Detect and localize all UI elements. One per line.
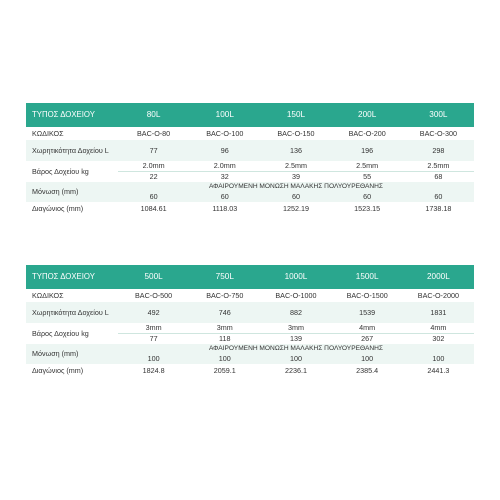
insulation-cell: 60 bbox=[189, 192, 260, 202]
diameter-cell: 2236.1 bbox=[260, 364, 331, 377]
capacity-label: Χωρητικότητα Δοχείου L bbox=[26, 302, 118, 323]
insulation-cell: 60 bbox=[403, 192, 474, 202]
capacity-cell: 1831 bbox=[403, 302, 474, 323]
insulation-cell: 100 bbox=[403, 354, 474, 364]
type-label: ΤΥΠΟΣ ΔΟΧΕΙΟΥ bbox=[26, 265, 118, 289]
code-cell: BAC-O-2000 bbox=[403, 289, 474, 302]
insulation-cell: 100 bbox=[189, 354, 260, 364]
size-cell: 750L bbox=[189, 265, 260, 289]
capacity-cell: 136 bbox=[260, 140, 331, 161]
thickness-cell: 2.5mm bbox=[332, 161, 403, 172]
weight-label: Βάρος Δοχείου kg bbox=[26, 161, 118, 182]
size-cell: 100L bbox=[189, 103, 260, 127]
code-row bbox=[26, 289, 474, 302]
insulation-note-row bbox=[26, 182, 474, 192]
code-cell: BAC-O-1500 bbox=[332, 289, 403, 302]
capacity-cell: 96 bbox=[189, 140, 260, 161]
weight-cell: 32 bbox=[189, 172, 260, 183]
code-cell: BAC-O-1000 bbox=[260, 289, 331, 302]
capacity-row bbox=[26, 140, 474, 161]
thickness-row bbox=[26, 323, 474, 334]
thickness-cell: 3mm bbox=[260, 323, 331, 334]
capacity-label: Χωρητικότητα Δοχείου L bbox=[26, 140, 118, 161]
thickness-cell: 3mm bbox=[118, 323, 189, 334]
insulation-label: Μόνωση (mm) bbox=[26, 344, 118, 364]
capacity-cell: 746 bbox=[189, 302, 260, 323]
size-cell: 80L bbox=[118, 103, 189, 127]
code-label: ΚΩΔΙΚΟΣ bbox=[26, 127, 118, 140]
insulation-cell: 100 bbox=[332, 354, 403, 364]
size-cell: 1500L bbox=[332, 265, 403, 289]
spec-table-2 bbox=[26, 265, 474, 377]
diameter-row bbox=[26, 202, 474, 215]
type-label: ΤΥΠΟΣ ΔΟΧΕΙΟΥ bbox=[26, 103, 118, 127]
diameter-cell: 1523.15 bbox=[332, 202, 403, 215]
weight-label: Βάρος Δοχείου kg bbox=[26, 323, 118, 344]
weight-cell: 39 bbox=[260, 172, 331, 183]
insulation-cell: 100 bbox=[260, 354, 331, 364]
spec-table-1 bbox=[26, 103, 474, 215]
thickness-cell: 3mm bbox=[189, 323, 260, 334]
code-cell: BAC-O-200 bbox=[332, 127, 403, 140]
weight-cell: 118 bbox=[189, 334, 260, 345]
code-cell: BAC-O-100 bbox=[189, 127, 260, 140]
weight-cell: 267 bbox=[332, 334, 403, 345]
diameter-cell: 1738.18 bbox=[403, 202, 474, 215]
code-cell: BAC-O-80 bbox=[118, 127, 189, 140]
size-cell: 200L bbox=[332, 103, 403, 127]
size-cell: 500L bbox=[118, 265, 189, 289]
diameter-cell: 2385.4 bbox=[332, 364, 403, 377]
capacity-cell: 492 bbox=[118, 302, 189, 323]
diameter-cell: 2441.3 bbox=[403, 364, 474, 377]
diameter-cell: 1252.19 bbox=[260, 202, 331, 215]
diameter-label: Διαγώνιος (mm) bbox=[26, 364, 118, 377]
capacity-cell: 298 bbox=[403, 140, 474, 161]
thickness-cell: 4mm bbox=[403, 323, 474, 334]
size-cell: 150L bbox=[260, 103, 331, 127]
code-cell: BAC-O-150 bbox=[260, 127, 331, 140]
weight-cell: 68 bbox=[403, 172, 474, 183]
size-cell: 1000L bbox=[260, 265, 331, 289]
header-row bbox=[26, 265, 474, 289]
capacity-row bbox=[26, 302, 474, 323]
weight-cell: 139 bbox=[260, 334, 331, 345]
insulation-label: Μόνωση (mm) bbox=[26, 182, 118, 202]
diameter-cell: 1824.8 bbox=[118, 364, 189, 377]
thickness-cell: 2.0mm bbox=[118, 161, 189, 172]
code-cell: BAC-O-300 bbox=[403, 127, 474, 140]
capacity-cell: 196 bbox=[332, 140, 403, 161]
thickness-cell: 2.0mm bbox=[189, 161, 260, 172]
header-row bbox=[26, 103, 474, 127]
diameter-cell: 2059.1 bbox=[189, 364, 260, 377]
capacity-cell: 882 bbox=[260, 302, 331, 323]
weight-cell: 77 bbox=[118, 334, 189, 345]
insulation-note-row bbox=[26, 344, 474, 354]
weight-cell: 55 bbox=[332, 172, 403, 183]
weight-cell: 302 bbox=[403, 334, 474, 345]
insulation-cell: 100 bbox=[118, 354, 189, 364]
size-cell: 300L bbox=[403, 103, 474, 127]
code-label: ΚΩΔΙΚΟΣ bbox=[26, 289, 118, 302]
diameter-cell: 1118.03 bbox=[189, 202, 260, 215]
insulation-cell: 60 bbox=[332, 192, 403, 202]
insulation-cell: 60 bbox=[260, 192, 331, 202]
insulation-note: ΑΦΑΙΡΟΥΜΕΝΗ ΜΟΝΩΣΗ ΜΑΛΑΚΗΣ ΠΟΛΥΟΥΡΕΘΑΝΗΣ bbox=[118, 344, 474, 354]
insulation-cell: 60 bbox=[118, 192, 189, 202]
weight-cell: 22 bbox=[118, 172, 189, 183]
capacity-cell: 77 bbox=[118, 140, 189, 161]
size-cell: 2000L bbox=[403, 265, 474, 289]
diameter-cell: 1084.61 bbox=[118, 202, 189, 215]
thickness-cell: 4mm bbox=[332, 323, 403, 334]
diameter-row bbox=[26, 364, 474, 377]
thickness-cell: 2.5mm bbox=[260, 161, 331, 172]
code-row bbox=[26, 127, 474, 140]
diameter-label: Διαγώνιος (mm) bbox=[26, 202, 118, 215]
thickness-row bbox=[26, 161, 474, 172]
code-cell: BAC-O-500 bbox=[118, 289, 189, 302]
capacity-cell: 1539 bbox=[332, 302, 403, 323]
code-cell: BAC-O-750 bbox=[189, 289, 260, 302]
insulation-note: ΑΦΑΙΡΟΥΜΕΝΗ ΜΟΝΩΣΗ ΜΑΛΑΚΗΣ ΠΟΛΥΟΥΡΕΘΑΝΗΣ bbox=[118, 182, 474, 192]
thickness-cell: 2.5mm bbox=[403, 161, 474, 172]
